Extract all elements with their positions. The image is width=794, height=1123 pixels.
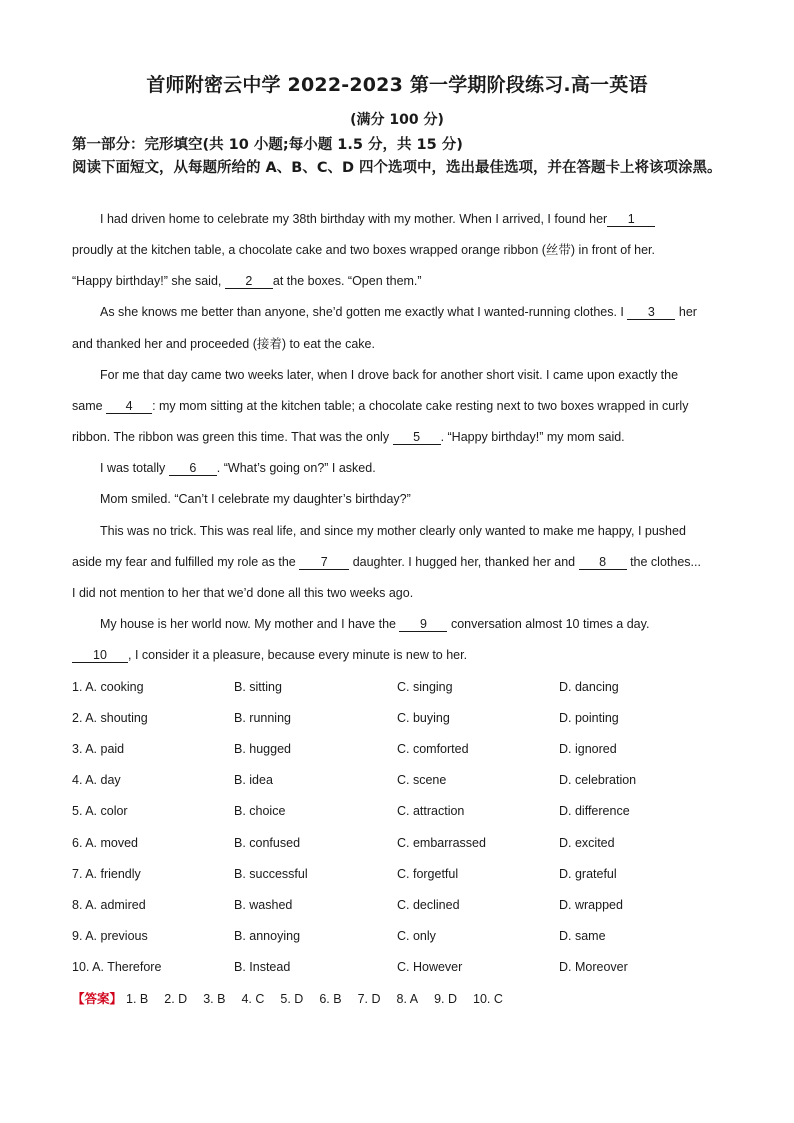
- option-a: 6. A. moved: [72, 836, 139, 850]
- exam-subtitle: (满分 100 分): [350, 112, 444, 128]
- answer-item: 3. B: [203, 992, 226, 1006]
- option-c: C. declined: [397, 898, 460, 912]
- answer-item: 5. D: [280, 992, 304, 1006]
- passage-text: aside my fear and fulfilled my role as the: [72, 555, 296, 569]
- option-c: C. However: [397, 960, 463, 974]
- passage-line-4: [100, 303, 697, 321]
- option-a: 3. A. paid: [72, 742, 125, 756]
- passage-text: conversation almost 10 times a day.: [450, 617, 650, 631]
- section-instructions: 阅读下面短文，从每题所给的 A、B、C、D 四个选项中，选出最佳选项，并在答题卡上将该项涂黑。: [72, 160, 722, 176]
- answer-label: 【答案】: [72, 991, 123, 1006]
- answer-key: [72, 990, 503, 1008]
- answer-item: 8. A: [396, 992, 419, 1006]
- option-a: 8. A. admired: [72, 898, 146, 912]
- passage-line-11: This was no trick. This was real life, and since my mother clearly only wanted to make me happy, I pushed: [100, 524, 686, 538]
- passage-line-8: [72, 428, 625, 446]
- passage-line-10: Mom smiled. “Can’t I celebrate my daughter’s birthday?”: [100, 492, 411, 506]
- question-options-3: [72, 740, 732, 758]
- option-c: C. embarrassed: [397, 836, 486, 850]
- blank-6: 6: [169, 461, 217, 476]
- question-options-2: [72, 709, 732, 727]
- option-a: 2. A. shouting: [72, 711, 148, 725]
- answer-item: 9. D: [434, 992, 457, 1006]
- option-a: 4. A. day: [72, 773, 121, 787]
- blank-10: 10: [72, 648, 128, 663]
- option-a: 5. A. color: [72, 804, 128, 818]
- option-c: C. attraction: [397, 804, 465, 818]
- option-b: B. running: [234, 711, 291, 725]
- passage-text: My house is her world now. My mother and I have the: [100, 617, 396, 631]
- answer-item: 10. C: [473, 992, 503, 1006]
- passage-line-1: [100, 210, 655, 228]
- answer-item: 4. C: [241, 992, 265, 1006]
- blank-9: 9: [399, 617, 447, 632]
- blank-1: 1: [607, 212, 655, 227]
- option-a: 10. A. Therefore: [72, 960, 162, 974]
- passage-text: . “What’s going on?” I asked.: [216, 461, 376, 475]
- option-b: B. successful: [234, 867, 308, 881]
- passage-text: “Happy birthday!” she said,: [72, 274, 222, 288]
- option-a: 1. A. cooking: [72, 680, 144, 694]
- option-c: C. forgetful: [397, 867, 459, 881]
- blank-7: 7: [299, 555, 349, 570]
- option-d: D. grateful: [559, 867, 617, 881]
- option-a: 9. A. previous: [72, 929, 148, 943]
- passage-line-15: [72, 646, 467, 664]
- answer-item: 7. D: [357, 992, 381, 1006]
- option-b: B. hugged: [234, 742, 291, 756]
- option-b: B. confused: [234, 836, 301, 850]
- answer-item: 1. B: [126, 992, 149, 1006]
- section-heading: 第一部分：完形填空(共 10 小题;每小题 1.5 分，共 15 分): [72, 137, 463, 153]
- option-d: D. celebration: [559, 773, 637, 787]
- passage-text: her: [678, 305, 697, 319]
- passage-text: ribbon. The ribbon was green this time. That was the only: [72, 430, 390, 444]
- option-d: D. Moreover: [559, 960, 628, 974]
- option-d: D. ignored: [559, 742, 617, 756]
- passage-text: daughter. I hugged her, thanked her and: [352, 555, 576, 569]
- passage-text: at the boxes. “Open them.”: [272, 274, 422, 288]
- blank-2: 2: [225, 274, 273, 289]
- question-options-6: [72, 834, 732, 852]
- passage-text: I had driven home to celebrate my 38th birthday with my mother. When I arrived, I found her: [100, 212, 608, 226]
- answer-item: 6. B: [319, 992, 342, 1006]
- passage-text: . “Happy birthday!” my mom said.: [440, 430, 625, 444]
- option-d: D. difference: [559, 804, 630, 818]
- question-options-4: [72, 771, 732, 789]
- passage-line-2: proudly at the kitchen table, a chocolate cake and two boxes wrapped orange ribbon (丝带) in front of her.: [72, 243, 655, 257]
- question-options-8: [72, 896, 732, 914]
- passage-line-14: [100, 615, 649, 633]
- passage-text: As she knows me better than anyone, she’d gotten me exactly what I wanted-running clothes. I: [100, 305, 624, 319]
- option-d: D. wrapped: [559, 898, 623, 912]
- passage-line-5: and thanked her and proceeded (接着) to eat the cake.: [72, 337, 375, 351]
- passage-line-6: For me that day came two weeks later, when I drove back for another short visit. I came upon exactly the: [100, 368, 679, 382]
- passage-line-3: [72, 272, 422, 290]
- option-a: 7. A. friendly: [72, 867, 141, 881]
- option-d: D. excited: [559, 836, 615, 850]
- passage-text: same: [72, 399, 103, 413]
- question-options-9: [72, 927, 732, 945]
- option-c: C. scene: [397, 773, 447, 787]
- passage-text: I was totally: [100, 461, 166, 475]
- option-c: C. singing: [397, 680, 453, 694]
- exam-title: 首师附密云中学 2022-2023 第一学期阶段练习.高一英语: [146, 74, 648, 96]
- passage-line-7: [72, 397, 688, 415]
- passage-line-9: [100, 459, 376, 477]
- option-c: C. comforted: [397, 742, 469, 756]
- option-b: B. idea: [234, 773, 273, 787]
- passage-line-12: [72, 553, 701, 571]
- question-options-5: [72, 802, 732, 820]
- question-options-7: [72, 865, 732, 883]
- option-b: B. choice: [234, 804, 286, 818]
- answer-item: 2. D: [164, 992, 188, 1006]
- blank-4: 4: [106, 399, 152, 414]
- passage-text: the clothes...: [630, 555, 701, 569]
- passage-line-13: I did not mention to her that we’d done all this two weeks ago.: [72, 586, 414, 600]
- option-d: D. same: [559, 929, 606, 943]
- passage-text: : my mom sitting at the kitchen table; a chocolate cake resting next to two boxes wrapped in curly: [152, 399, 689, 413]
- passage-text: , I consider it a pleasure, because every minute is new to her.: [128, 648, 468, 662]
- blank-5: 5: [393, 430, 441, 445]
- option-c: C. buying: [397, 711, 450, 725]
- question-options-1: [72, 678, 732, 696]
- option-c: C. only: [397, 929, 436, 943]
- option-b: B. washed: [234, 898, 293, 912]
- blank-8: 8: [579, 555, 627, 570]
- question-options-10: [72, 958, 732, 976]
- option-b: B. annoying: [234, 929, 301, 943]
- option-b: B. sitting: [234, 680, 282, 694]
- blank-3: 3: [627, 305, 675, 320]
- option-b: B. Instead: [234, 960, 291, 974]
- option-d: D. pointing: [559, 711, 619, 725]
- option-d: D. dancing: [559, 680, 619, 694]
